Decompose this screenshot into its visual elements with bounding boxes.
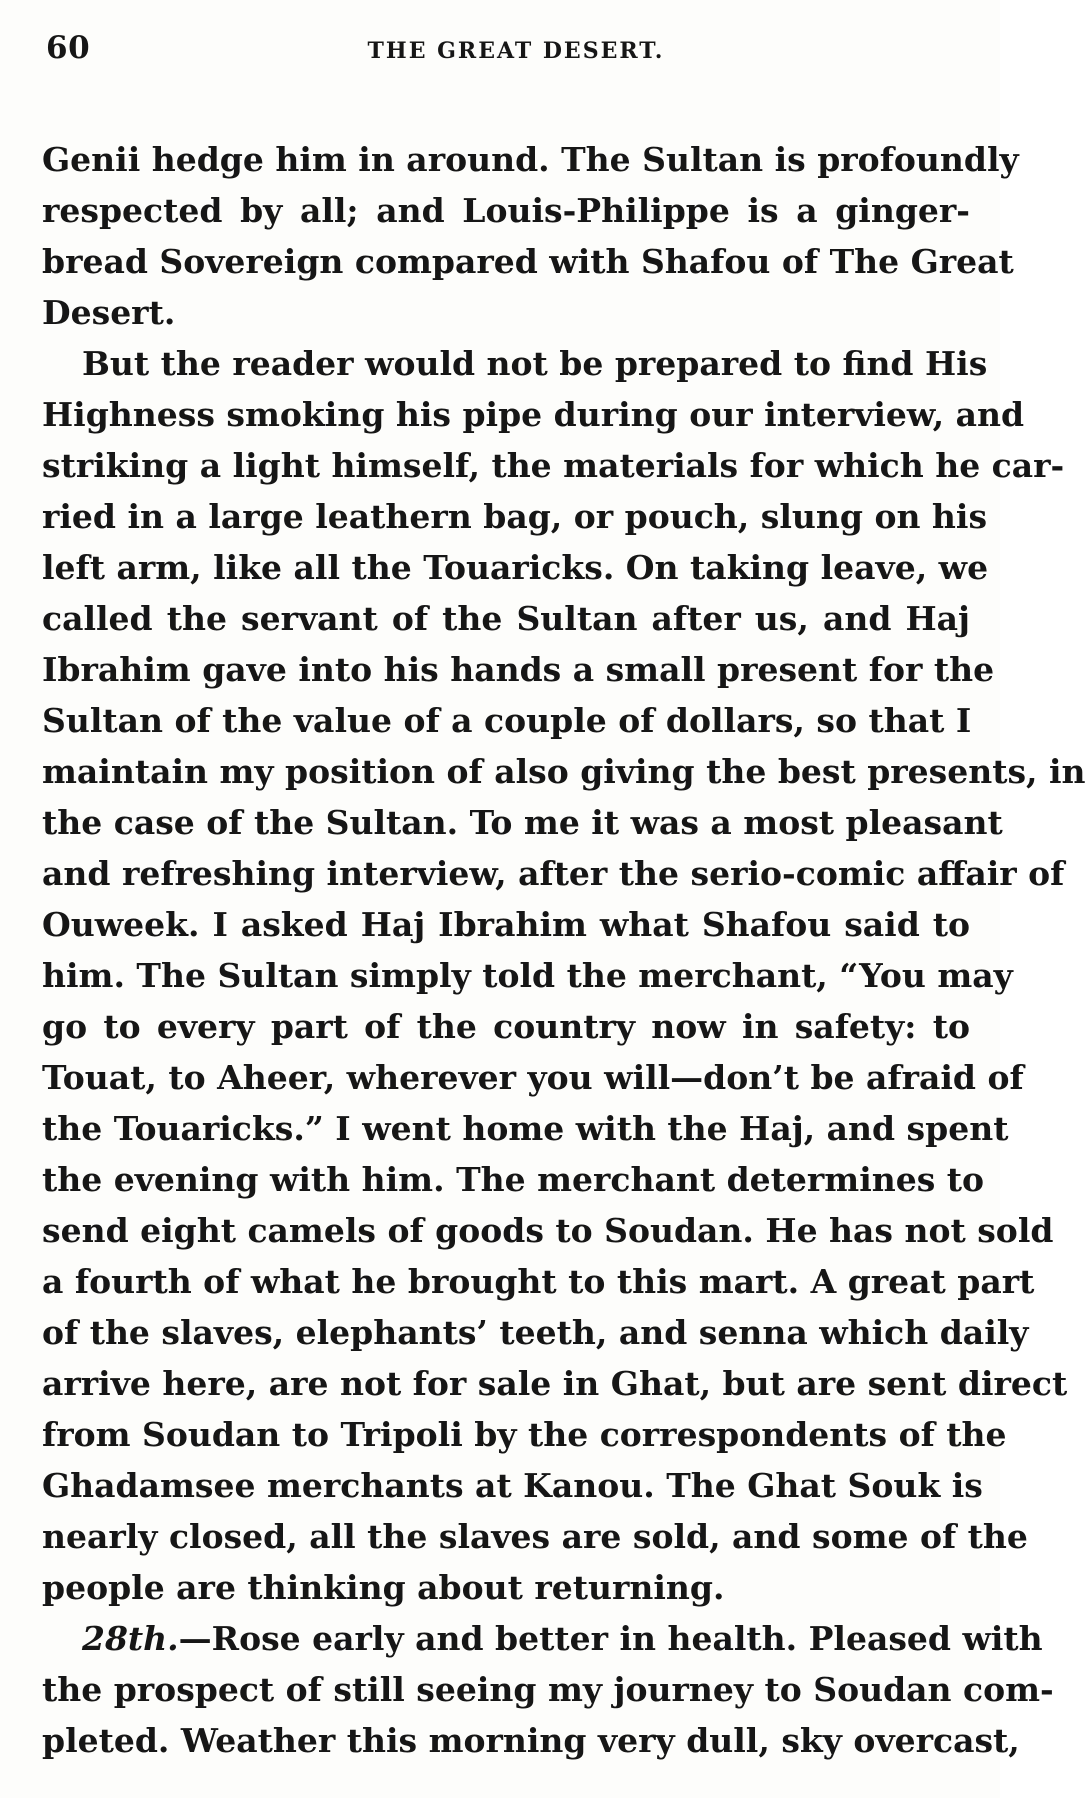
text-line: the evening with him. The merchant determines to [42, 1160, 985, 1199]
text-line: nearly closed, all the slaves are sold, and some of the [42, 1517, 1028, 1556]
text-line: Highness smoking his pipe during our interview, and [42, 395, 1025, 434]
text-line: Desert. [42, 293, 176, 332]
text-line: him. The Sultan simply told the merchant, “You may [42, 956, 1013, 995]
page-number: 60 [46, 30, 91, 66]
text-line: the Touaricks.” I went home with the Haj, and spent [42, 1109, 1009, 1148]
text-line: Genii hedge him in around. The Sultan is profoundly [42, 140, 1019, 179]
text-line: left arm, like all the Touaricks. On taking leave, we [42, 548, 989, 587]
text-line: striking a light himself, the materials for which he car- [42, 446, 1065, 485]
text-line: called the servant of the Sultan after us, and Haj [42, 599, 970, 638]
text-line: a fourth of what he brought to this mart. A great part [42, 1262, 1035, 1301]
text-line: go to every part of the country now in safety: to [42, 1007, 970, 1046]
body-text [42, 134, 1086, 1766]
text-line: ried in a large leathern bag, or pouch, slung on his [42, 497, 988, 536]
text-line: people are thinking about returning. [42, 1568, 725, 1607]
text-line: of the slaves, elephants’ teeth, and senna which daily [42, 1313, 1029, 1352]
text-line: Ghadamsee merchants at Kanou. The Ghat Souk is [42, 1466, 983, 1505]
running-title: THE GREAT DESERT. [367, 38, 665, 64]
text-line: arrive here, are not for sale in Ghat, but are sent direct [42, 1364, 1068, 1403]
text-line: from Soudan to Tripoli by the correspondents of the [42, 1415, 1007, 1454]
text-line: Touat, to Aheer, wherever you will—don’t be afraid of [42, 1058, 1024, 1097]
entry-text: —Rose early and better in health. Pleased with [178, 1619, 1043, 1658]
text-line: bread Sovereign compared with Shafou of The Great [42, 242, 1014, 281]
text-line: the prospect of still seeing my journey to Soudan com- [42, 1670, 1054, 1709]
text-line: and refreshing interview, after the serio-comic affair of [42, 854, 1065, 893]
entry-date: 28th. [82, 1619, 179, 1658]
text-line: Ouweek. I asked Haj Ibrahim what Shafou said to [42, 905, 970, 944]
text-line: respected by all; and Louis-Philippe is a ginger- [42, 191, 970, 230]
text-line: Sultan of the value of a couple of dollars, so that I [42, 701, 972, 740]
text-line: pleted. Weather this morning very dull, sky overcast, [42, 1721, 1020, 1760]
running-head [42, 30, 970, 76]
text-line: the case of the Sultan. To me it was a most pleasant [42, 803, 1003, 842]
diary-entry-line [42, 1613, 1043, 1664]
text-line: maintain my position of also giving the best presents, in [42, 752, 1086, 791]
text-line: Ibrahim gave into his hands a small present for the [42, 650, 995, 689]
text-line: But the reader would not be prepared to find His [82, 344, 988, 383]
text-line: send eight camels of goods to Soudan. He has not sold [42, 1211, 1054, 1250]
